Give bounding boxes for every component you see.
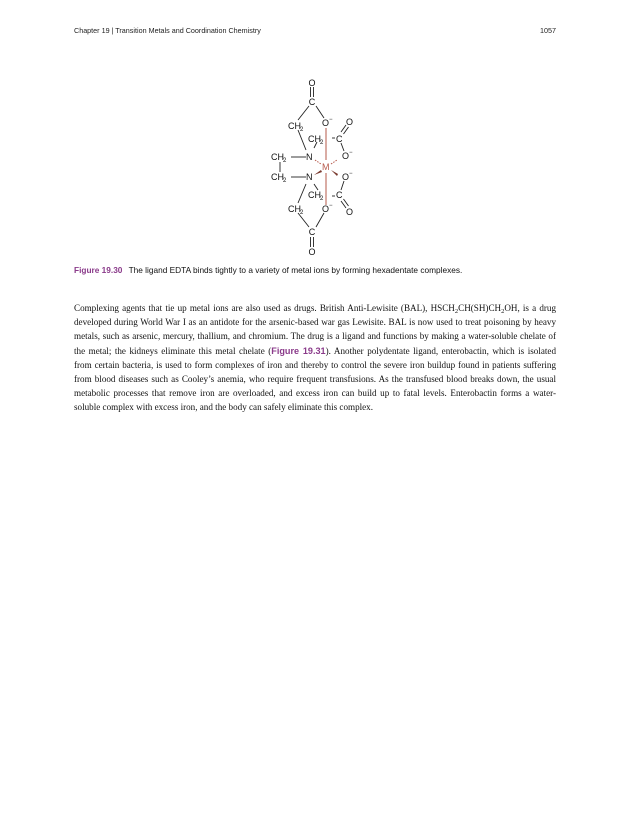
atom-o-right-bot: O [346, 207, 354, 217]
paragraph-text-4: ). Another polydentate ligand, enterobactin, which is isolated from certain bacteria, is used to form complexes of iron and thereby to control the severe iron buildup found in patients suffering from blood diseases such as Cooley’s anemia, who require frequent transfusions. As the transfused blood breaks down, the usual metabolic processes that remove iron are overloaded, and excess iron can build up to fatal levels. Enterobactin forms a water-soluble complex with excess iron, and the body can safely eliminate this complex. [74, 345, 556, 413]
m-n-wedge-bot [314, 170, 322, 175]
atom-sub-mid-bot: 2 [320, 196, 324, 202]
atom-sub-bot-left: 2 [300, 210, 304, 216]
atom-sub-mid-top: 2 [320, 140, 324, 146]
charge-ominus-right-bot: − [349, 171, 353, 177]
bond-c-ominus-right-top [341, 143, 344, 151]
atom-ch-mid-bot: CH [308, 190, 321, 200]
m-o-bond-right-top [331, 160, 337, 164]
atom-sub-left-bot: 2 [283, 178, 287, 184]
atom-o-bot: O [308, 247, 316, 257]
running-header [74, 26, 556, 35]
paragraph-text-1: Complexing agents that tie up metal ions are also used as drugs. British Anti-Lewisite (BAL), HSCH [74, 303, 455, 313]
atom-o-top: O [308, 78, 316, 88]
figure-caption-text: The ligand EDTA binds tightly to a variety of metal ions by forming hexadentate complexes. [128, 265, 463, 275]
paragraph-text-2: CH(SH)CH [458, 303, 502, 313]
atom-n-bot: N [306, 172, 313, 182]
atom-ominus-right-bot: O [342, 172, 350, 182]
atom-c-bot: C [308, 227, 316, 237]
bond-c-ominus-right-bot [341, 181, 344, 190]
atom-ch-left-top: CH [271, 152, 284, 162]
atom-ch-left-bot: CH [271, 172, 284, 182]
atom-o-right-top: O [346, 117, 354, 127]
m-n-bond-top [315, 160, 321, 164]
charge-ominus-bot: − [329, 203, 333, 209]
atom-n-top: N [306, 152, 313, 162]
bond-ch2-n-top [298, 130, 306, 150]
atom-ominus-right-top: O [342, 151, 350, 161]
atom-ominus-top: O [322, 118, 330, 128]
page-number: 1057 [540, 26, 556, 35]
bond-n-ch2-bot [298, 184, 306, 203]
atom-sub-left-top: 2 [283, 158, 287, 164]
figure-caption [74, 265, 556, 275]
atom-ominus-bot: O [322, 204, 330, 214]
subscript-2b: 2 [501, 308, 505, 315]
atom-sub-top-left: 2 [300, 127, 304, 133]
paragraph-text-3: OH, is a drug developed during World War I as an antidote for the arsenic-based war gas Lewisite. BAL is now used to treat poisoning by heavy metals, such as arsenic, mercury, thallium, and chromium. The drug is a ligand and functions by making a water-soluble chelate of the metal; the kidneys eliminate this metal chelate ( [74, 303, 557, 356]
body-paragraph [74, 301, 556, 415]
atom-ch-top-left: CH [288, 121, 301, 131]
charge-ominus-top: − [329, 117, 333, 123]
atom-c-right-top: C [336, 134, 343, 144]
bonds [280, 87, 349, 247]
atom-c-top: C [308, 97, 316, 107]
atom-labels [271, 78, 353, 257]
bond-o-c-bot [316, 213, 324, 227]
subscript-2a: 2 [454, 308, 459, 315]
atom-ch-mid-top: CH [308, 134, 321, 144]
bond-c-o-top [316, 106, 324, 118]
figure-reference-link[interactable]: Figure 19.31 [271, 345, 326, 356]
chapter-title: Chapter 19 | Transition Metals and Coordination Chemistry [74, 26, 261, 35]
atom-metal: M [322, 162, 330, 172]
atom-ch-bot-left: CH [288, 204, 301, 214]
bond-c-ch2-top [298, 106, 309, 120]
charge-ominus-right-top: − [349, 150, 353, 156]
edta-structure-svg [250, 72, 380, 262]
figure-label: Figure 19.30 [74, 265, 123, 275]
m-o-wedge-right-bot [331, 170, 338, 176]
edta-structure-figure [250, 72, 380, 262]
atom-c-right-bot: C [336, 190, 343, 200]
